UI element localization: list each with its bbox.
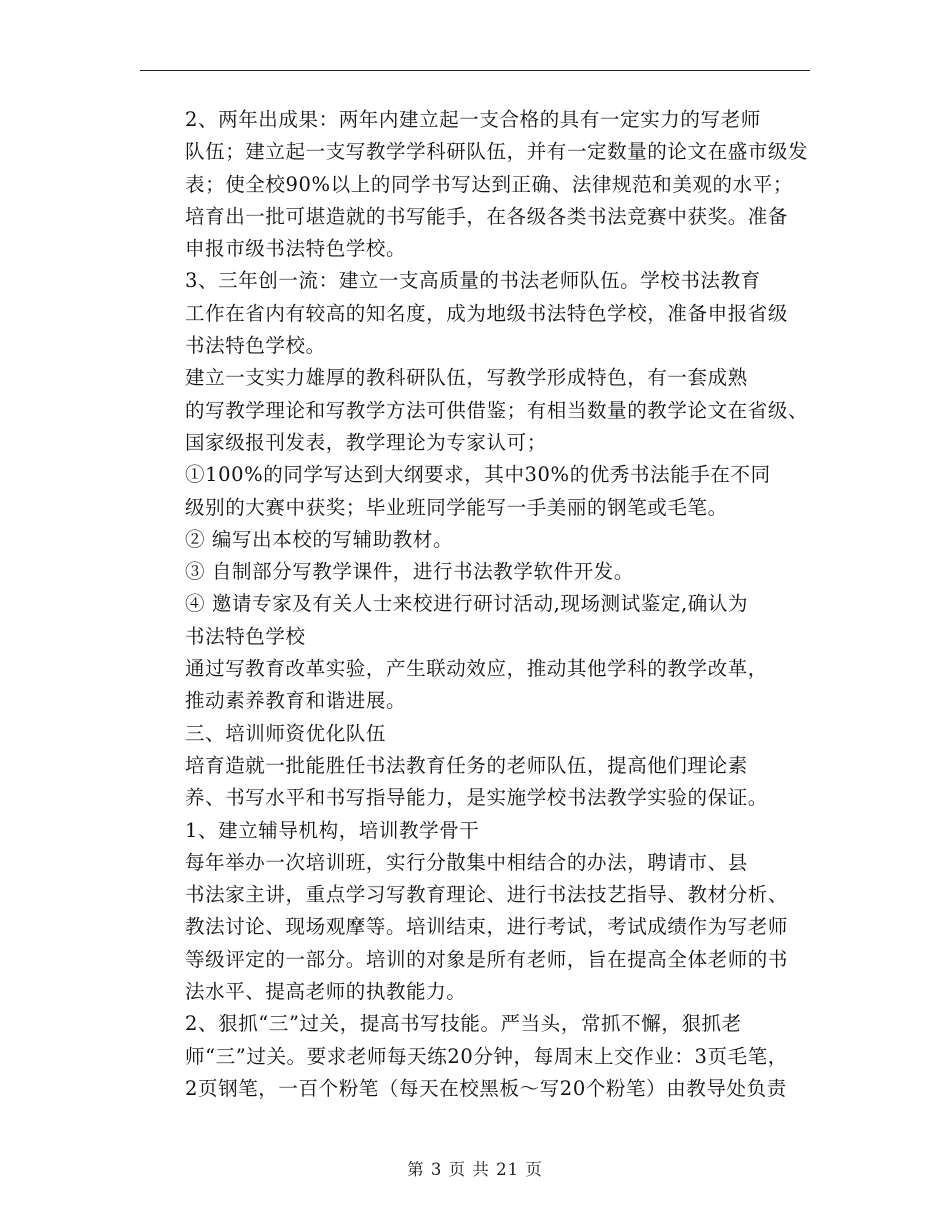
text-line: 2、狠抓“三”过关，提高书写技能。严当头，常抓不懈，狠抓老 <box>185 1012 742 1036</box>
paragraph-research-team <box>141 362 811 459</box>
paragraph-item-2 <box>141 524 811 556</box>
header-rule <box>140 70 810 71</box>
text-line: ④ 邀请专家及有关人士来校进行研讨活动,现场测试鉴定,确认为 <box>185 592 749 616</box>
text-line: 队伍；建立起一支写教学学科研队伍，并有一定数量的论文在盛市级发 <box>185 140 809 164</box>
paragraph-three-pass <box>141 1008 811 1105</box>
text-line: 工作在省内有较高的知名度，成为地级书法特色学校，准备申报省级 <box>185 301 789 325</box>
text-line: 等级评定的一部分。培训的对象是所有老师，旨在提高全体老师的书 <box>185 947 789 971</box>
text-line: 3、三年创一流：建立一支高质量的书法老师队伍。学校书法教育 <box>185 269 761 293</box>
text-line: ② 编写出本校的写辅助教材。 <box>185 527 454 551</box>
text-line: 2、两年出成果：两年内建立起一支合格的具有一定实力的写老师 <box>185 108 761 131</box>
text-line: 通过写教育改革实验，产生联动效应，推动其他学科的教学改革， <box>185 657 768 681</box>
paragraph-annual-training <box>141 847 811 1008</box>
document-body <box>141 104 811 1105</box>
paragraph-linkage-effect <box>141 653 811 718</box>
text-line: 培育造就一批能胜任书法教育任务的老师队伍，提高他们理论素 <box>185 753 748 777</box>
text-line: ③ 自制部分写教学课件，进行书法教学软件开发。 <box>185 560 634 584</box>
section-heading-teacher-training <box>141 718 811 750</box>
text-line: 的写教学理论和写教学方法可供借鉴；有相当数量的教学论文在省级、 <box>185 398 809 422</box>
text-line: 培育出一批可堪造就的书写能手，在各级各类书法竞赛中获奖。准备 <box>185 204 789 228</box>
text-line: 国家级报刊发表，教学理论为专家认可； <box>185 430 547 454</box>
paragraph-item-4 <box>141 588 811 653</box>
text-line: 法水平、提高老师的执教能力。 <box>185 980 467 1004</box>
text-line: 推动素养教育和谐进展。 <box>185 689 407 713</box>
text-line: 书法特色学校 <box>185 624 306 648</box>
paragraph-item-1 <box>141 459 811 524</box>
text-line: 师“三”过关。要求老师每天练20分钟，每周末上交作业：3页毛笔， <box>185 1044 788 1068</box>
text-line: 表；使全校90%以上的同学书写达到正确、法律规范和美观的水平； <box>185 172 793 196</box>
text-line: 建立一支实力雄厚的教科研队伍，写教学形成特色，有一套成熟 <box>185 366 748 390</box>
text-line: 2页钢笔，一百个粉笔（每天在校黑板～写20个粉笔）由教导处负责 <box>185 1076 787 1100</box>
text-line: 书法特色学校。 <box>185 334 326 358</box>
paragraph-training-intro <box>141 750 811 815</box>
text-line: 三、培训师资优化队伍 <box>185 721 387 745</box>
text-line: 1、建立辅导机构，培训教学骨干 <box>185 818 480 842</box>
paragraph-two-year-results <box>141 104 811 265</box>
text-line: 养、书写水平和书写指导能力，是实施学校书法教学实验的保证。 <box>185 786 768 810</box>
text-line: 申报市级书法特色学校。 <box>185 237 407 261</box>
text-line: 级别的大赛中获奖；毕业班同学能写一手美丽的钢笔或毛笔。 <box>185 495 728 519</box>
text-line: 教法讨论、现场观摩等。培训结束，进行考试，考试成绩作为写老师 <box>185 915 789 939</box>
text-line: 书法家主讲，重点学习写教育理论、进行书法技艺指导、教材分析、 <box>185 883 789 907</box>
paragraph-three-year-first-class <box>141 265 811 362</box>
subheading-guidance-institution <box>141 815 811 847</box>
text-line: 每年举办一次培训班，实行分散集中相结合的办法，聘请市、县 <box>185 850 748 874</box>
text-line: ①100%的同学写达到大纲要求，其中30%的优秀书法能手在不同 <box>185 463 771 487</box>
paragraph-item-3 <box>141 556 811 588</box>
page-number-footer: 第 3 页 共 21 页 <box>407 1160 543 1179</box>
